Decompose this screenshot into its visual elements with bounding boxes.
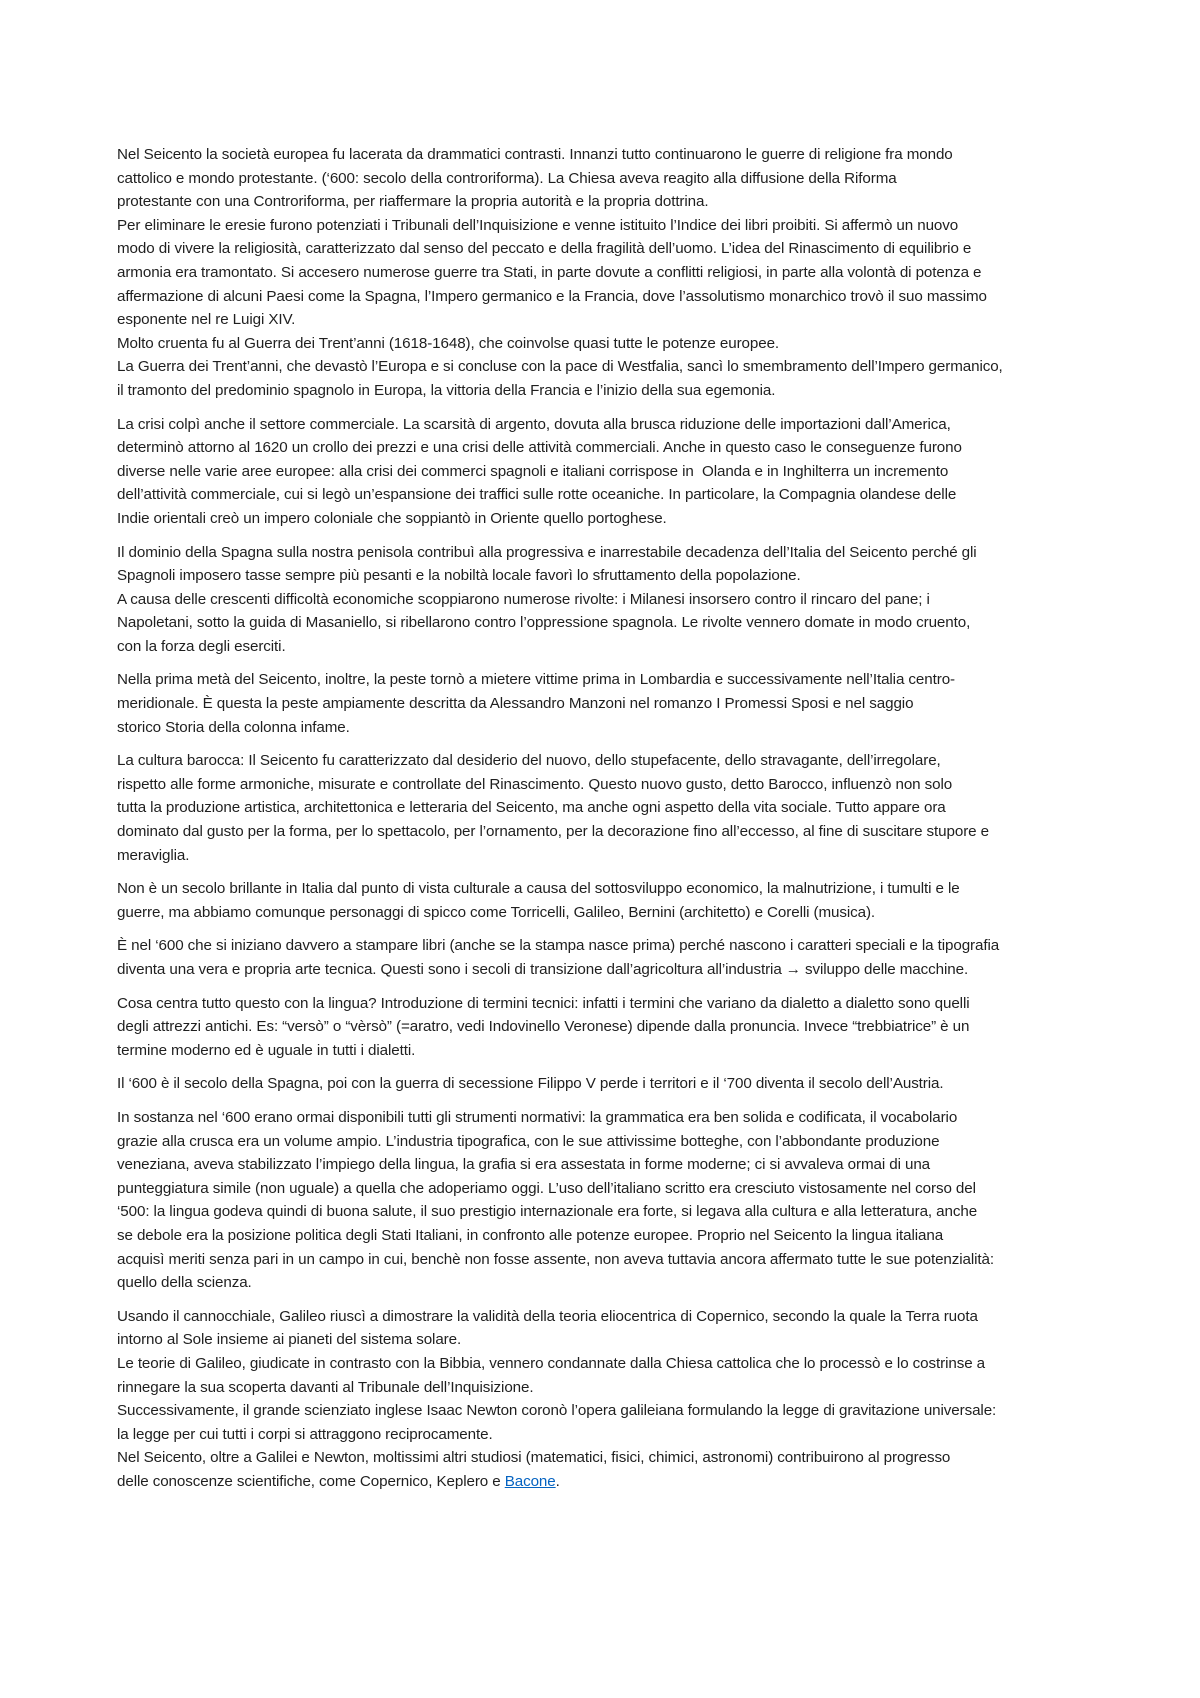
text-line: quello della scienza.	[117, 1274, 252, 1292]
text-line: meridionale. È questa la peste ampiamente descritta da Alessandro Manzoni nel romanzo I Promessi Sposi e nel saggio	[117, 695, 914, 713]
text-line: La cultura barocca: Il Seicento fu caratterizzato dal desiderio del nuovo, dello stupefacente, dello stravagante, dell’irregolare,	[117, 752, 941, 770]
text-line: meraviglia.	[117, 846, 190, 864]
text-line: Per eliminare le eresie furono potenziati i Tribunali dell’Inquisizione e venne istituito l’Indice dei libri proibiti. Si affermò un nuovo	[117, 216, 959, 234]
text-line: veneziana, aveva stabilizzato l’impiego della lingua, la grafia si era assestata in forme moderne; ci si avvaleva ormai di una	[117, 1156, 931, 1174]
text-line: il tramonto del predominio spagnolo in Europa, la vittoria della Francia e l’inizio della sua egemonia.	[117, 381, 776, 399]
text-line: Il ‘600 è il secolo della Spagna, poi con la guerra di secessione Filippo V perde i territori e il ‘700 diventa il secolo dell’Austria.	[117, 1075, 944, 1093]
text-line: cattolico e mondo protestante. (‘600: secolo della controriforma). La Chiesa aveva reagito alla diffusione della Riforma	[117, 169, 897, 187]
text-line: ‘500: la lingua godeva quindi di buona salute, il suo prestigio internazionale era forte, si legava alla cultura e alla letteratura, anche	[117, 1203, 978, 1221]
text-line: Le teorie di Galileo, giudicate in contrasto con la Bibbia, vennero condannate dalla Chiesa cattolica che lo processò e lo costrinse a	[117, 1354, 986, 1372]
text-line: diventa una vera e propria arte tecnica. Questi sono i secoli di transizione dall’agricoltura all’industria → sviluppo delle macchine.	[117, 961, 969, 978]
text-line: con la forza degli eserciti.	[117, 637, 286, 655]
text-line: dominato dal gusto per la forma, per lo spettacolo, per l’ornamento, per la decorazione fino all’eccesso, al fine di suscitare stupore e	[117, 823, 989, 841]
text-line: rispetto alle forme armoniche, misurate e controllate del Rinascimento. Questo nuovo gusto, detto Barocco, influenzò non solo	[117, 775, 953, 793]
paragraph-secolo-brillante	[117, 877, 1095, 924]
text-line: Napoletani, sotto la guida di Masaniello, si ribellarono contro l’oppressione spagnola. Le rivolte vennero domate in modo cruento,	[117, 614, 971, 632]
text-line: termine moderno ed è uguale in tutti i dialetti.	[117, 1041, 416, 1059]
paragraph-lingua-termini	[117, 992, 1095, 1063]
text-line: storico Storia della colonna infame.	[117, 718, 350, 736]
text-line: se debole era la posizione politica degli Stati Italiani, in confronto alle potenze europee. Proprio nel Seicento la lingua italiana	[117, 1226, 944, 1244]
text-line: Nel Seicento, oltre a Galilei e Newton, moltissimi altri studiosi (matematici, fisici, chimici, astronomi) contribuirono al progresso	[117, 1449, 951, 1467]
text-line: protestante con una Controriforma, per riaffermare la propria autorità e la propria dottrina.	[117, 193, 709, 211]
text-line: guerre, ma abbiamo comunque personaggi di spicco come Torricelli, Galileo, Bernini (architetto) e Corelli (musica).	[117, 903, 876, 921]
text-line: acquisì meriti senza pari in un campo in cui, benchè non fosse assente, non aveva tuttavia ancora affermato tutte le sue potenzialità:	[117, 1250, 995, 1268]
text-line: Molto cruenta fu al Guerra dei Trent’anni (1618-1648), che coinvolse quasi tutte le potenze europee.	[117, 334, 780, 352]
paragraph-peste	[117, 668, 1095, 739]
text-line: intorno al Sole insieme ai pianeti del sistema solare.	[117, 1331, 462, 1349]
paragraph-seicento-intro	[117, 143, 1095, 403]
paragraph-strumenti-normativi	[117, 1106, 1095, 1295]
text-line: Nel Seicento la società europea fu lacerata da drammatici contrasti. Innanzi tutto continuarono le guerre di religione fra mondo	[117, 146, 953, 163]
text-line: In sostanza nel ‘600 erano ormai disponibili tutti gli strumenti normativi: la grammatica era ben solida e codificata, il vocabolario	[117, 1108, 958, 1126]
text-line: rinnegare la sua scoperta davanti al Tribunale dell’Inquisizione.	[117, 1378, 534, 1396]
text-line: grazie alla crusca era un volume ampio. L’industria tipografica, con le sue attivissime botteghe, con l’abbondante produzione	[117, 1132, 940, 1150]
text-line: A causa delle crescenti difficoltà economiche scoppiarono numerose rivolte: i Milanesi insorsero contro il rincaro del pane; i	[117, 590, 930, 608]
text-line: È nel ‘600 che si iniziano davvero a stampare libri (anche se la stampa nasce prima) perché nascono i caratteri speciali e la tipografia	[117, 937, 1000, 955]
paragraph-crisi-commerciale	[117, 413, 1095, 531]
text-line: Cosa centra tutto questo con la lingua? Introduzione di termini tecnici: infatti i termini che variano da dialetto a dialetto sono quelli	[117, 994, 970, 1012]
text-line: degli attrezzi antichi. Es: “versò” o “vèrsò” (=aratro, vedi Indovinello Veronese) dipende dalla pronuncia. Invece “trebbiatrice” è un	[117, 1018, 970, 1036]
text-line: punteggiatura simile (non uguale) a quella che adoperiamo oggi. L’uso dell’italiano scritto era cresciuto vistosamente nel corso del	[117, 1179, 976, 1197]
text-line: Usando il cannocchiale, Galileo riuscì a dimostrare la validità della teoria eliocentrica di Copernico, secondo la quale la Terra ruota	[117, 1307, 978, 1325]
text-fragment: .	[555, 1472, 560, 1490]
text-line: Nella prima metà del Seicento, inoltre, la peste tornò a mietere vittime prima in Lombardia e successivamente nell’Italia centro-	[117, 671, 955, 689]
text-line: tutta la produzione artistica, architettonica e letteraria del Seicento, ma anche ogni aspetto della vita sociale. Tutto appare ora	[117, 799, 946, 817]
text-line-with-link	[117, 1470, 1095, 1494]
text-line: La Guerra dei Trent’anni, che devastò l’Europa e si concluse con la pace di Westfalia, sancì lo smembramento dell’Impero germanico,	[117, 358, 1003, 376]
text-fragment: delle conoscenze scientifiche, come Copernico, Keplero e	[117, 1472, 505, 1490]
text-line: la legge per cui tutti i corpi si attraggono reciprocamente.	[117, 1425, 493, 1443]
text-line: dell’attività commerciale, cui si legò un’espansione dei traffici sulle rotte oceaniche. In particolare, la Compagnia olandese delle	[117, 486, 957, 504]
text-line: determinò attorno al 1620 un crollo dei prezzi e una crisi delle attività commerciali. Anche in questo caso le conseguenze furono	[117, 439, 962, 457]
paragraph-cultura-barocca	[117, 749, 1095, 867]
paragraph-dominio-spagna	[117, 541, 1095, 659]
text-line: Il dominio della Spagna sulla nostra penisola contribuì alla progressiva e inarrestabile decadenza dell’Italia del Seicento perché gli	[117, 543, 977, 561]
text-line: Indie orientali creò un impero coloniale che soppiantò in Oriente quello portoghese.	[117, 509, 667, 527]
paragraph-stampa	[117, 934, 1095, 981]
text-line: modo di vivere la religiosità, caratterizzato dal senso del peccato e della fragilità dell’uomo. L’idea del Rinascimento di equilibrio e	[117, 240, 972, 258]
text-line: diverse nelle varie aree europee: alla crisi dei commerci spagnoli e italiani corrispose in Olanda e in Inghilterra un incremento	[117, 462, 949, 480]
text-line: affermazione di alcuni Paesi come la Spagna, l’Impero germanico e la Francia, dove l’assolutismo monarchico trovò il suo massimo	[117, 287, 987, 305]
paragraph-spagna-austria	[117, 1072, 1095, 1096]
text-line: armonia era tramontato. Si accesero numerose guerre tra Stati, in parte dovute a conflitti religiosi, in parte alla volontà di potenza e	[117, 263, 982, 281]
paragraph-galileo-newton	[117, 1305, 1095, 1494]
text-line: La crisi colpì anche il settore commerciale. La scarsità di argento, dovuta alla brusca riduzione delle importazioni dall’America,	[117, 415, 951, 433]
bacone-link[interactable]: Bacone	[504, 1472, 556, 1490]
text-line: Non è un secolo brillante in Italia dal punto di vista culturale a causa del sottosviluppo economico, la malnutrizione, i tumulti e le	[117, 880, 960, 898]
text-line: Spagnoli imposero tasse sempre più pesanti e la nobiltà locale favorì lo sfruttamento della popolazione.	[117, 567, 801, 585]
text-line: esponente nel re Luigi XIV.	[117, 311, 296, 329]
document-body	[117, 143, 1095, 1503]
text-line: Successivamente, il grande scienziato inglese Isaac Newton coronò l’opera galileiana formulando la legge di gravitazione universale:	[117, 1402, 997, 1420]
